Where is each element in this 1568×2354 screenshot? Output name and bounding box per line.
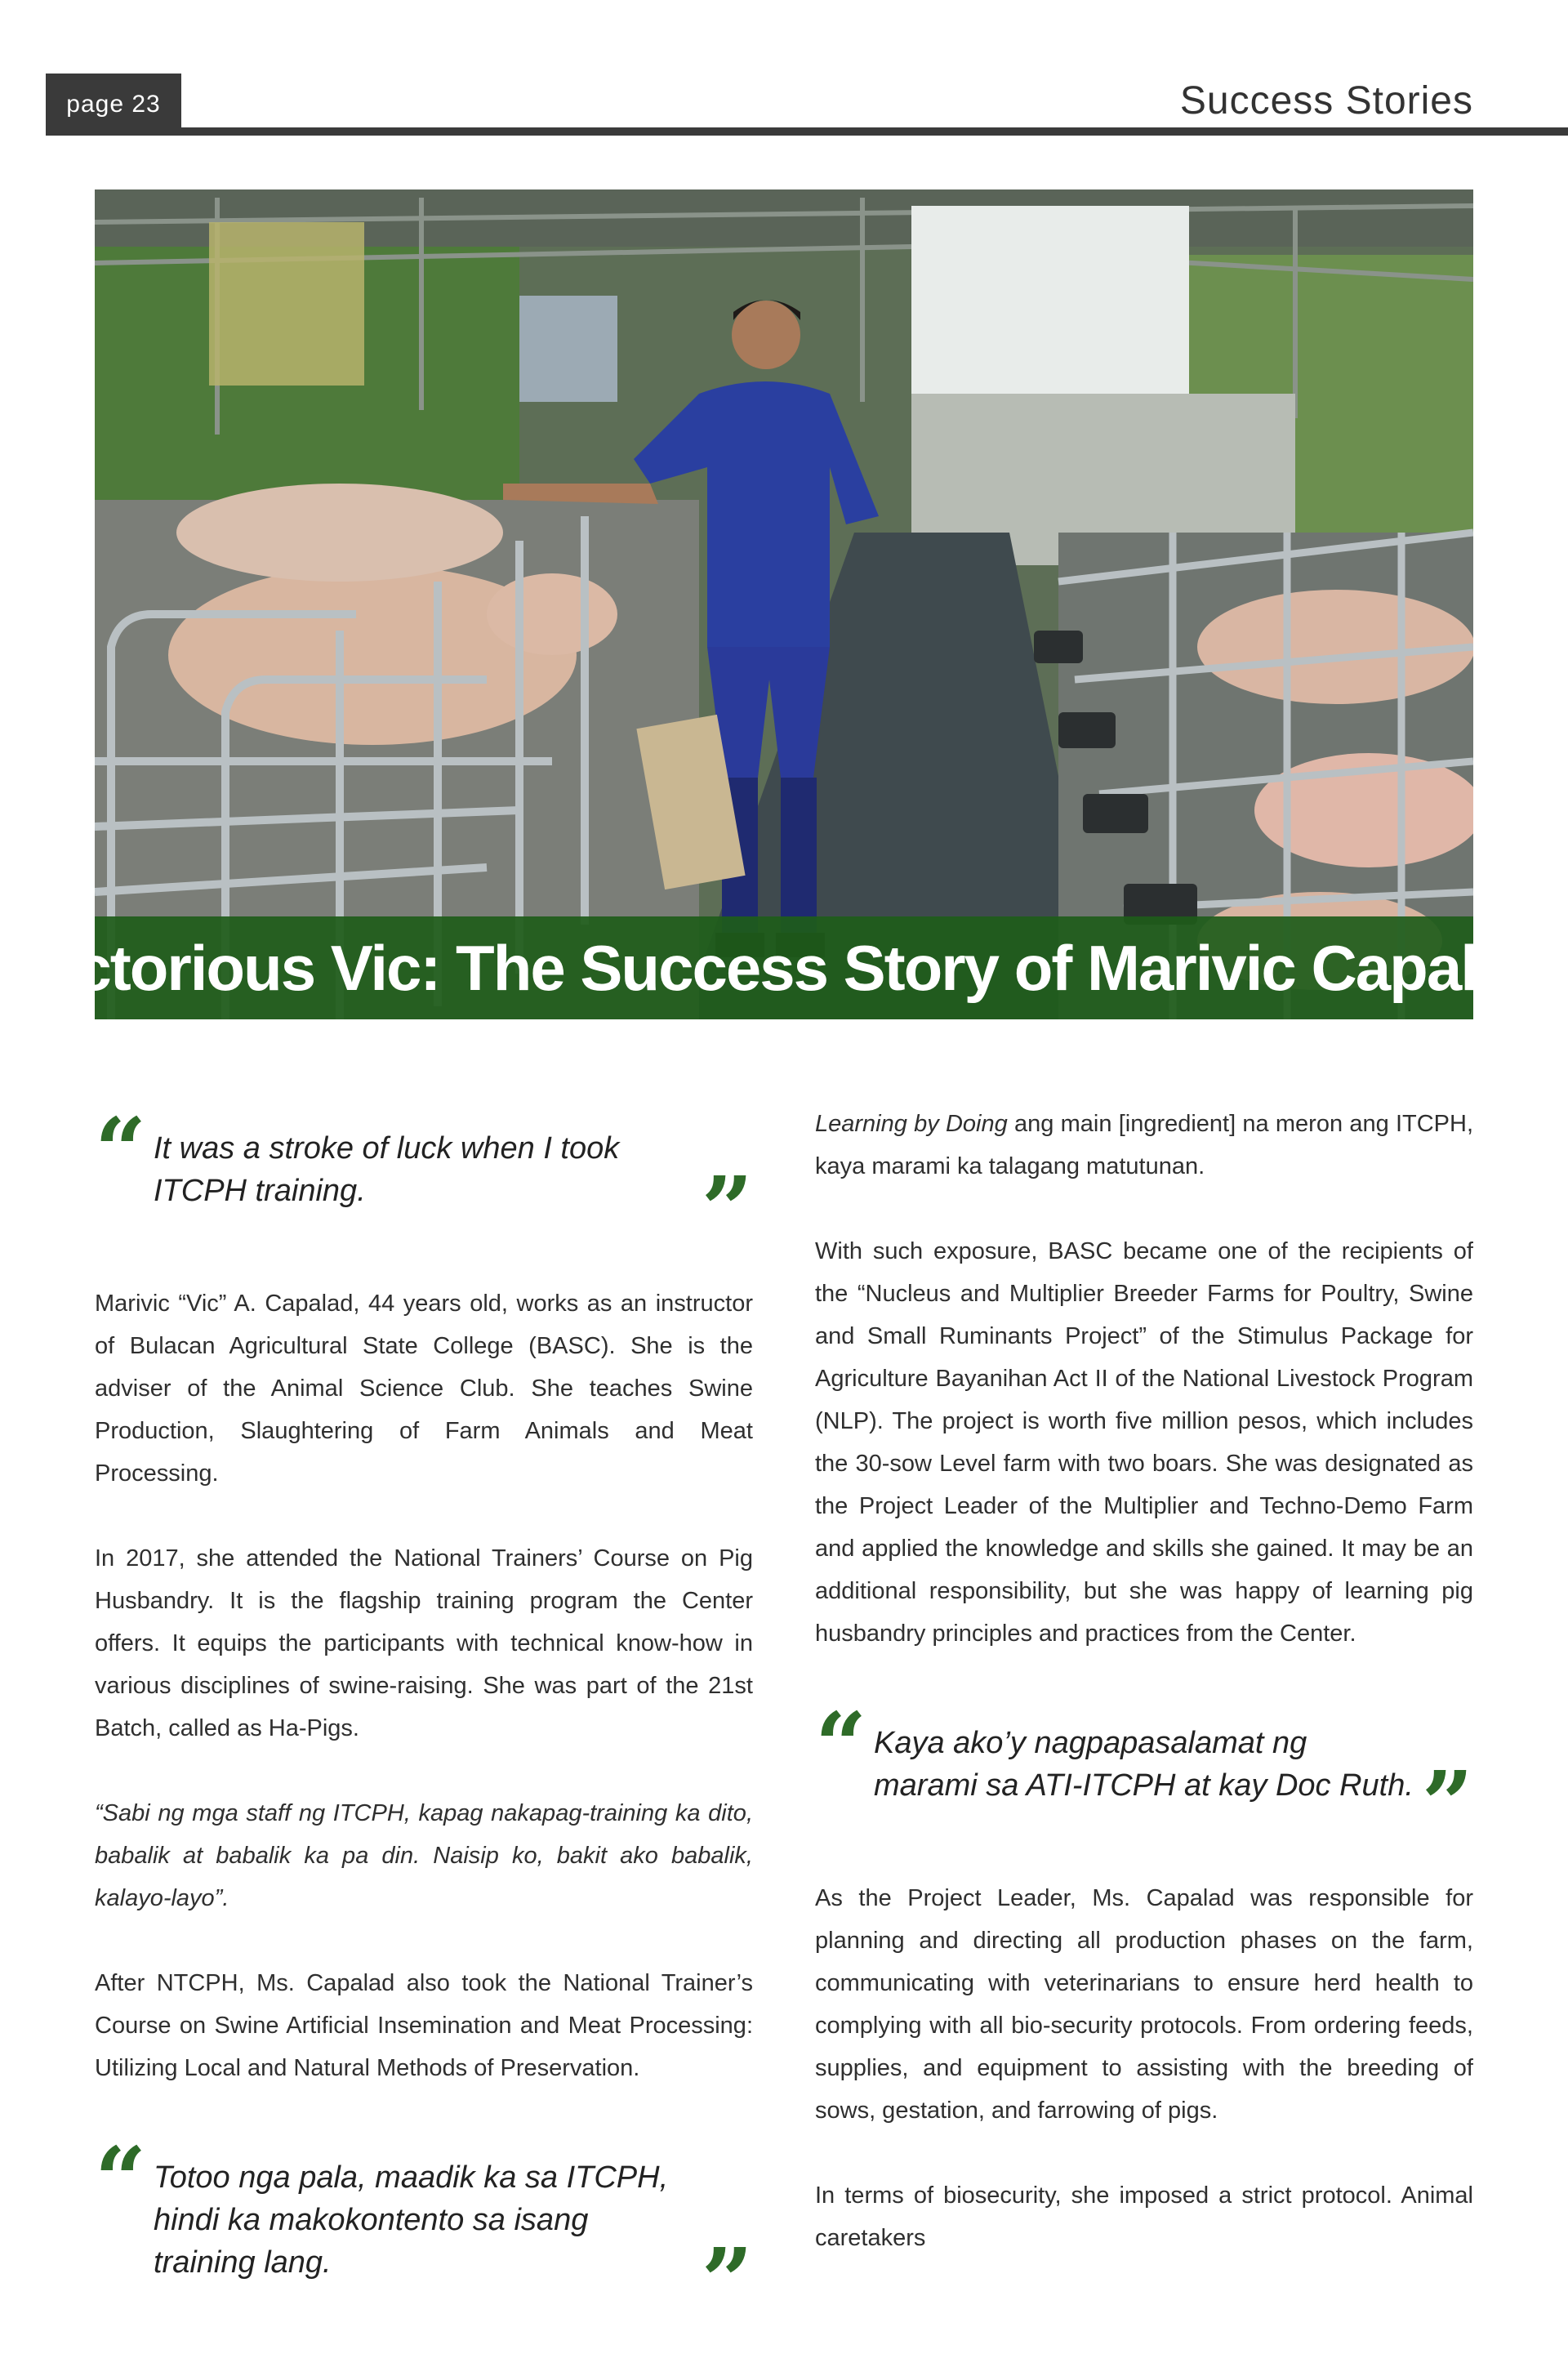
emphasis-text: Learning by Doing (815, 1111, 1008, 1137)
header-rule (181, 127, 1568, 136)
body-paragraph: With such exposure, BASC became one of the recipients of the “Nucleus and Multiplier Breeder Farms for Poultry, Swine and Small Ruminants Project” of the Stimulus Package for Agriculture Bayanihan Act II of the National Livestock Program (NLP). The project is worth five million pesos, which includes the 30-sow Level farm with two boars. She was designated as the Project Leader of the Multiplier and Techno-Demo Farm and applied the knowledge and skills she gained. It may be an additional responsibility, but she was happy of learning pig husbandry principles and practices from the Center. (815, 1238, 1473, 1647)
body-paragraph (815, 1103, 1473, 1188)
article-title: Victorious Vic: The Success Story of Marivic Capalad (20, 931, 1548, 1004)
body-paragraph: In terms of biosecurity, she imposed a strict protocol. Animal caretakers (815, 2182, 1473, 2251)
quoted-paragraph: “Sabi ng mga staff ng ITCPH, kapag nakapag-training ka dito, babalik at babalik ka pa din. Naisip ko, bakit ako babalik, kalayo-layo”. (95, 1800, 753, 1911)
paragraph-text: ang main [ingredient] na meron ang ITCPH, kaya marami ka talagang matutunan. (815, 1111, 1474, 1179)
hero-caption (20, 916, 1548, 1019)
left-column (95, 1098, 753, 2354)
pull-quote-text: It was a stroke of luck when I took ITCPH training. (154, 1131, 620, 1208)
pull-quote (95, 2127, 753, 2334)
open-quote-mark-icon: “ (95, 2127, 147, 2232)
pull-quote-text: Kaya ako’y nagpapasalamat ng marami sa ATI-ITCPH at kay Doc Ruth. (874, 1726, 1414, 1803)
body-paragraph: As the Project Leader, Ms. Capalad was responsible for planning and directing all production phases on the farm, communicating with veterinarians to ensure herd health to complying with all bio-security protocols. From ordering feeds, supplies, and equipment to assisting with the breeding of sows, gestation, and farrowing of pigs. (815, 1885, 1473, 2124)
body-paragraph: In 2017, she attended the National Trainers’ Course on Pig Husbandry. It is the flagship training program the Center offers. It equips the participants with technical know-how in various disciplines of swine-raising. She was part of the 21st Batch, called as Ha-Pigs. (95, 1545, 753, 1741)
body-paragraph: After NTCPH, Ms. Capalad also took the National Trainer’s Course on Swine Artificial Insemination and Meat Processing: Utilizing Local and Natural Methods of Preservation. (95, 1970, 753, 2081)
pull-quote-text: Totoo nga pala, maadik ka sa ITCPH, hindi ka makokontento sa isang training lang. (154, 2160, 669, 2280)
pull-quote (95, 1098, 753, 1262)
close-quote-mark-icon: ” (1421, 1751, 1473, 1857)
right-column (815, 1103, 1473, 2302)
close-quote-mark-icon: ” (701, 1157, 753, 1262)
hero-photo (95, 189, 1473, 1019)
page-header (46, 74, 1568, 136)
pull-quote (815, 1692, 1473, 1857)
section-title: Success Stories (1179, 79, 1473, 123)
close-quote-mark-icon: ” (701, 2228, 753, 2334)
body-paragraph: Marivic “Vic” A. Capalad, 44 years old, works as an instructor of Bulacan Agricultural State College (BASC). She is the adviser of the Animal Science Club. She teaches Swine Production, Slaughtering of Farm Animals and Meat Processing. (95, 1291, 753, 1487)
open-quote-mark-icon: “ (815, 1692, 867, 1798)
open-quote-mark-icon: “ (95, 1098, 147, 1203)
pig-farm-illustration (95, 189, 1473, 1019)
page-number-badge: page 23 (46, 74, 181, 136)
